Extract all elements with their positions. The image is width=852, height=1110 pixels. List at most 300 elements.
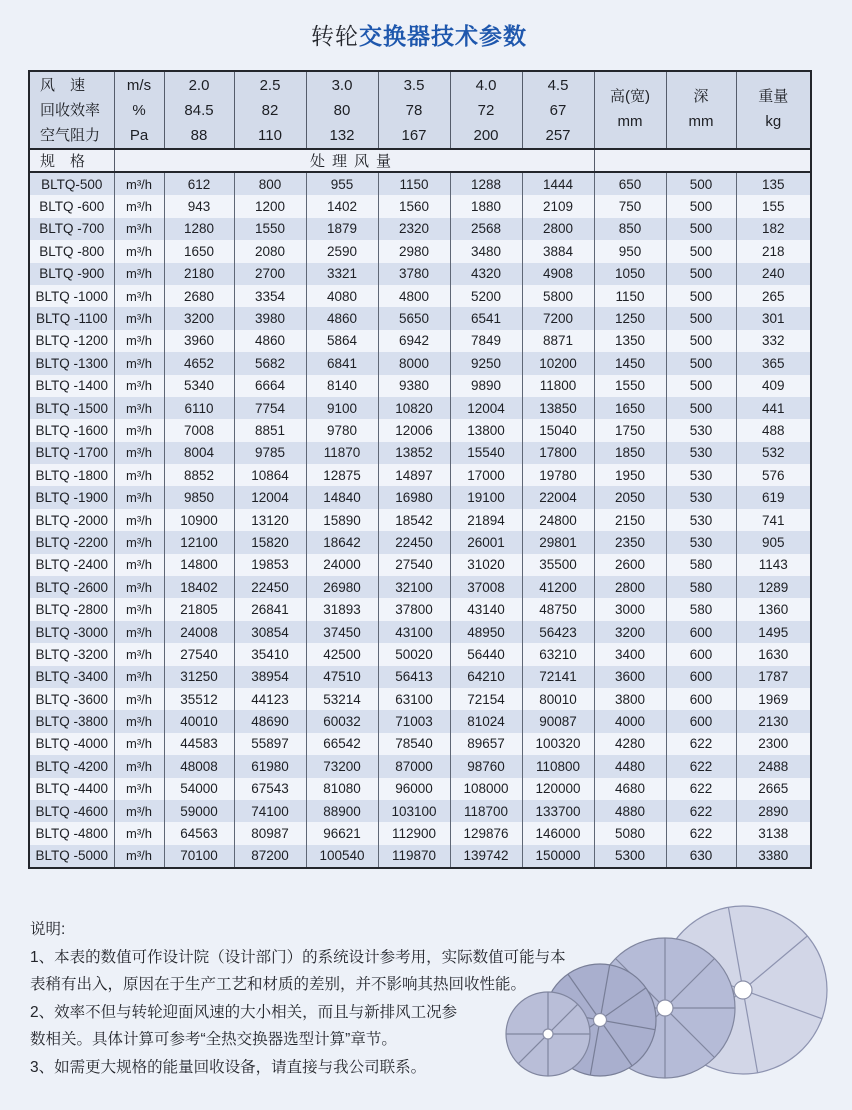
value-cell: 3800 [594,688,666,710]
value-cell: 1560 [378,195,450,217]
value-cell: 1550 [594,375,666,397]
page-title-main: 交换器技术参数 [359,23,527,49]
value-cell: 2665 [736,778,811,800]
value-cell: 81024 [450,710,522,732]
header-units [114,71,164,149]
table-row [29,554,811,576]
value-cell: 24008 [164,621,234,643]
value-cell: 1450 [594,352,666,374]
value-cell: 5340 [164,375,234,397]
model-cell: BLTQ -1400 [29,375,114,397]
value-cell: 31250 [164,666,234,688]
value-cell: 2890 [736,800,811,822]
value-cell: 1630 [736,643,811,665]
value-cell: 2180 [164,263,234,285]
table-row [29,307,811,329]
value-cell: 622 [666,822,736,844]
value-cell: 118700 [450,800,522,822]
page-title [28,18,810,51]
value-cell: 530 [666,531,736,553]
unit-cell: m³/h [114,531,164,553]
value-cell: 8852 [164,464,234,486]
value-cell: 29801 [522,531,594,553]
value-cell: 81080 [306,778,378,800]
value-cell: 14800 [164,554,234,576]
value-cell: 13850 [522,397,594,419]
value-cell: 622 [666,800,736,822]
unit-cell: m³/h [114,755,164,777]
unit-cell: m³/h [114,845,164,868]
value-cell: 15540 [450,442,522,464]
unit-cell: m³/h [114,643,164,665]
unit-cell: m³/h [114,710,164,732]
value-cell: 7200 [522,307,594,329]
value-cell: 3780 [378,263,450,285]
value-cell: 18402 [164,576,234,598]
header-speed-col-4: 3.5 78 167 [378,71,450,149]
value-cell: 2980 [378,240,450,262]
value-cell: 2080 [234,240,306,262]
value-cell: 61980 [234,755,306,777]
value-cell: 12100 [164,531,234,553]
value-cell: 365 [736,352,811,374]
value-cell: 30854 [234,621,306,643]
value-cell: 19780 [522,464,594,486]
value-cell: 70100 [164,845,234,868]
table-row [29,733,811,755]
value-cell: 2150 [594,509,666,531]
value-cell: 6110 [164,397,234,419]
value-cell: 10900 [164,509,234,531]
value-cell: 41200 [522,576,594,598]
value-cell: 619 [736,486,811,508]
value-cell: 43140 [450,598,522,620]
value-cell: 87200 [234,845,306,868]
value-cell: 500 [666,352,736,374]
value-cell: 5682 [234,352,306,374]
value-cell: 129876 [450,822,522,844]
value-cell: 98760 [450,755,522,777]
value-cell: 905 [736,531,811,553]
unit-cell: m³/h [114,442,164,464]
model-cell: BLTQ-500 [29,172,114,195]
value-cell: 1143 [736,554,811,576]
value-cell: 218 [736,240,811,262]
value-cell: 35410 [234,643,306,665]
value-cell: 89657 [450,733,522,755]
model-cell: BLTQ -3200 [29,643,114,665]
header-row-labels [29,71,114,149]
value-cell: 1280 [164,218,234,240]
value-cell: 1200 [234,195,306,217]
model-cell: BLTQ -2000 [29,509,114,531]
value-cell: 37800 [378,598,450,620]
value-cell: 580 [666,576,736,598]
value-cell: 44123 [234,688,306,710]
table-row [29,710,811,732]
value-cell: 332 [736,330,811,352]
table-row [29,576,811,598]
value-cell: 5650 [378,307,450,329]
value-cell: 11870 [306,442,378,464]
value-cell: 66542 [306,733,378,755]
value-cell: 1550 [234,218,306,240]
unit-cell: m³/h [114,352,164,374]
value-cell: 60032 [306,710,378,732]
value-cell: 146000 [522,822,594,844]
value-cell: 3380 [736,845,811,868]
table-row [29,778,811,800]
value-cell: 31893 [306,598,378,620]
value-cell: 17000 [450,464,522,486]
table-row [29,643,811,665]
value-cell: 576 [736,464,811,486]
value-cell: 580 [666,554,736,576]
rotary-wheels-graphic [480,880,852,1110]
value-cell: 112900 [378,822,450,844]
value-cell: 17800 [522,442,594,464]
unit-cell: m³/h [114,375,164,397]
value-cell: 2600 [594,554,666,576]
value-cell: 741 [736,509,811,531]
value-cell: 59000 [164,800,234,822]
model-cell: BLTQ -3600 [29,688,114,710]
table-row [29,375,811,397]
table-row [29,531,811,553]
value-cell: 3884 [522,240,594,262]
value-cell: 56423 [522,621,594,643]
value-cell: 580 [666,598,736,620]
value-cell: 500 [666,307,736,329]
value-cell: 1402 [306,195,378,217]
value-cell: 6942 [378,330,450,352]
value-cell: 43100 [378,621,450,643]
model-cell: BLTQ -4800 [29,822,114,844]
value-cell: 38954 [234,666,306,688]
model-cell: BLTQ -600 [29,195,114,217]
value-cell: 1289 [736,576,811,598]
value-cell: 7849 [450,330,522,352]
table-row [29,755,811,777]
value-cell: 1444 [522,172,594,195]
unit-cell: m³/h [114,195,164,217]
value-cell: 182 [736,218,811,240]
value-cell: 4000 [594,710,666,732]
value-cell: 80987 [234,822,306,844]
value-cell: 1879 [306,218,378,240]
value-cell: 47510 [306,666,378,688]
value-cell: 1250 [594,307,666,329]
value-cell: 10200 [522,352,594,374]
value-cell: 6664 [234,375,306,397]
page-title-prefix: 转轮 [311,23,359,49]
value-cell: 5300 [594,845,666,868]
value-cell: 4680 [594,778,666,800]
model-cell: BLTQ -2800 [29,598,114,620]
model-cell: BLTQ -1000 [29,285,114,307]
value-cell: 42500 [306,643,378,665]
value-cell: 500 [666,263,736,285]
table-row [29,240,811,262]
value-cell: 8851 [234,419,306,441]
value-cell: 35512 [164,688,234,710]
value-cell: 4880 [594,800,666,822]
table-row [29,419,811,441]
model-cell: BLTQ -1900 [29,486,114,508]
value-cell: 9250 [450,352,522,374]
model-cell: BLTQ -1600 [29,419,114,441]
value-cell: 3000 [594,598,666,620]
value-cell: 6541 [450,307,522,329]
note-line: 2、效率不但与转轮迎面风速的大小相关，而且与新排风工况参 [30,1003,458,1021]
value-cell: 622 [666,733,736,755]
table-row [29,666,811,688]
model-cell: BLTQ -2400 [29,554,114,576]
value-cell: 1880 [450,195,522,217]
model-cell: BLTQ -3000 [29,621,114,643]
table-row [29,330,811,352]
value-cell: 3480 [450,240,522,262]
value-cell: 1650 [594,397,666,419]
value-cell: 73200 [306,755,378,777]
value-cell: 110800 [522,755,594,777]
value-cell: 80010 [522,688,594,710]
unit-cell: m³/h [114,285,164,307]
model-cell: BLTQ -5000 [29,845,114,868]
header-label-resistance: 空气阻力 [40,126,101,144]
value-cell: 139742 [450,845,522,868]
unit-cell: m³/h [114,240,164,262]
model-cell: BLTQ -1200 [29,330,114,352]
note-line: 数相关。具体计算可参考“全热交换器选型计算”章节。 [30,1031,397,1049]
header-weight-col: 重量 kg [736,71,811,149]
unit-cell: m³/h [114,464,164,486]
unit-efficiency: % [132,101,146,119]
value-cell: 265 [736,285,811,307]
spec-label: 规 格 [29,149,114,172]
value-cell: 64210 [450,666,522,688]
model-cell: BLTQ -1700 [29,442,114,464]
value-cell: 50020 [378,643,450,665]
value-cell: 87000 [378,755,450,777]
value-cell: 13800 [450,419,522,441]
value-cell: 3600 [594,666,666,688]
unit-cell: m³/h [114,778,164,800]
header-speed-col-6: 4.5 67 257 [522,71,594,149]
value-cell: 530 [666,442,736,464]
model-cell: BLTQ -1500 [29,397,114,419]
table-row [29,464,811,486]
value-cell: 24800 [522,509,594,531]
value-cell: 135 [736,172,811,195]
unit-cell: m³/h [114,307,164,329]
value-cell: 532 [736,442,811,464]
value-cell: 100320 [522,733,594,755]
value-cell: 500 [666,397,736,419]
value-cell: 10820 [378,397,450,419]
value-cell: 600 [666,666,736,688]
value-cell: 48950 [450,621,522,643]
table-row [29,822,811,844]
unit-cell: m³/h [114,621,164,643]
unit-speed: m/s [126,76,152,94]
unit-cell: m³/h [114,486,164,508]
model-cell: BLTQ -900 [29,263,114,285]
unit-cell: m³/h [114,554,164,576]
value-cell: 9890 [450,375,522,397]
value-cell: 1360 [736,598,811,620]
value-cell: 500 [666,172,736,195]
value-cell: 18642 [306,531,378,553]
model-cell: BLTQ -700 [29,218,114,240]
model-cell: BLTQ -1800 [29,464,114,486]
value-cell: 1150 [378,172,450,195]
value-cell: 2320 [378,218,450,240]
header-speed-col-5: 4.0 72 200 [450,71,522,149]
value-cell: 9780 [306,419,378,441]
value-cell: 500 [666,375,736,397]
value-cell: 78540 [378,733,450,755]
unit-cell: m³/h [114,419,164,441]
unit-cell: m³/h [114,263,164,285]
table-row [29,218,811,240]
table-row [29,172,811,195]
unit-cell: m³/h [114,576,164,598]
unit-cell: m³/h [114,172,164,195]
value-cell: 6841 [306,352,378,374]
value-cell: 5864 [306,330,378,352]
value-cell: 22450 [378,531,450,553]
note-line: 3、如需更大规格的能量回收设备，请直接与我公司联系。 [30,1058,427,1076]
value-cell: 11800 [522,375,594,397]
value-cell: 1969 [736,688,811,710]
value-cell: 1288 [450,172,522,195]
value-cell: 5200 [450,285,522,307]
value-cell: 1950 [594,464,666,486]
value-cell: 9785 [234,442,306,464]
value-cell: 90087 [522,710,594,732]
rotary-wheel-1 [506,992,590,1076]
value-cell: 18542 [378,509,450,531]
value-cell: 240 [736,263,811,285]
value-cell: 4800 [378,285,450,307]
value-cell: 12004 [450,397,522,419]
unit-cell: m³/h [114,822,164,844]
value-cell: 500 [666,240,736,262]
value-cell: 108000 [450,778,522,800]
value-cell: 1650 [164,240,234,262]
value-cell: 48690 [234,710,306,732]
value-cell: 3354 [234,285,306,307]
value-cell: 750 [594,195,666,217]
value-cell: 71003 [378,710,450,732]
value-cell: 2488 [736,755,811,777]
value-cell: 488 [736,419,811,441]
header-speed-col-3: 3.0 80 132 [306,71,378,149]
value-cell: 4280 [594,733,666,755]
value-cell: 56413 [378,666,450,688]
model-cell: BLTQ -4600 [29,800,114,822]
airflow-label: 处理风量 [114,149,594,172]
value-cell: 7008 [164,419,234,441]
value-cell: 63210 [522,643,594,665]
value-cell: 13852 [378,442,450,464]
value-cell: 2568 [450,218,522,240]
value-cell: 67543 [234,778,306,800]
unit-cell: m³/h [114,218,164,240]
table-row [29,486,811,508]
model-cell: BLTQ -4000 [29,733,114,755]
value-cell: 2800 [522,218,594,240]
model-cell: BLTQ -1300 [29,352,114,374]
table-row [29,800,811,822]
value-cell: 15040 [522,419,594,441]
value-cell: 12875 [306,464,378,486]
table-row [29,285,811,307]
header-label-efficiency: 回收效率 [40,101,101,119]
value-cell: 612 [164,172,234,195]
value-cell: 850 [594,218,666,240]
table-row [29,598,811,620]
value-cell: 133700 [522,800,594,822]
value-cell: 1850 [594,442,666,464]
header-speed-col-2: 2.5 82 110 [234,71,306,149]
spec-label-row [29,149,811,172]
value-cell: 14897 [378,464,450,486]
value-cell: 119870 [378,845,450,868]
value-cell: 4860 [234,330,306,352]
value-cell: 2680 [164,285,234,307]
value-cell: 21805 [164,598,234,620]
table-row [29,352,811,374]
value-cell: 622 [666,778,736,800]
value-cell: 19853 [234,554,306,576]
value-cell: 24000 [306,554,378,576]
value-cell: 103100 [378,800,450,822]
spec-row-blank [594,149,811,172]
value-cell: 100540 [306,845,378,868]
unit-cell: m³/h [114,688,164,710]
value-cell: 600 [666,688,736,710]
value-cell: 44583 [164,733,234,755]
value-cell: 22450 [234,576,306,598]
value-cell: 301 [736,307,811,329]
value-cell: 3200 [164,307,234,329]
value-cell: 4908 [522,263,594,285]
value-cell: 72141 [522,666,594,688]
value-cell: 150000 [522,845,594,868]
value-cell: 53214 [306,688,378,710]
value-cell: 21894 [450,509,522,531]
value-cell: 13120 [234,509,306,531]
value-cell: 26001 [450,531,522,553]
value-cell: 4080 [306,285,378,307]
value-cell: 12006 [378,419,450,441]
value-cell: 1750 [594,419,666,441]
value-cell: 530 [666,419,736,441]
table-row [29,621,811,643]
value-cell: 500 [666,330,736,352]
value-cell: 55897 [234,733,306,755]
value-cell: 5080 [594,822,666,844]
value-cell: 3200 [594,621,666,643]
value-cell: 600 [666,621,736,643]
value-cell: 2350 [594,531,666,553]
unit-cell: m³/h [114,800,164,822]
value-cell: 530 [666,464,736,486]
value-cell: 3400 [594,643,666,665]
value-cell: 7754 [234,397,306,419]
